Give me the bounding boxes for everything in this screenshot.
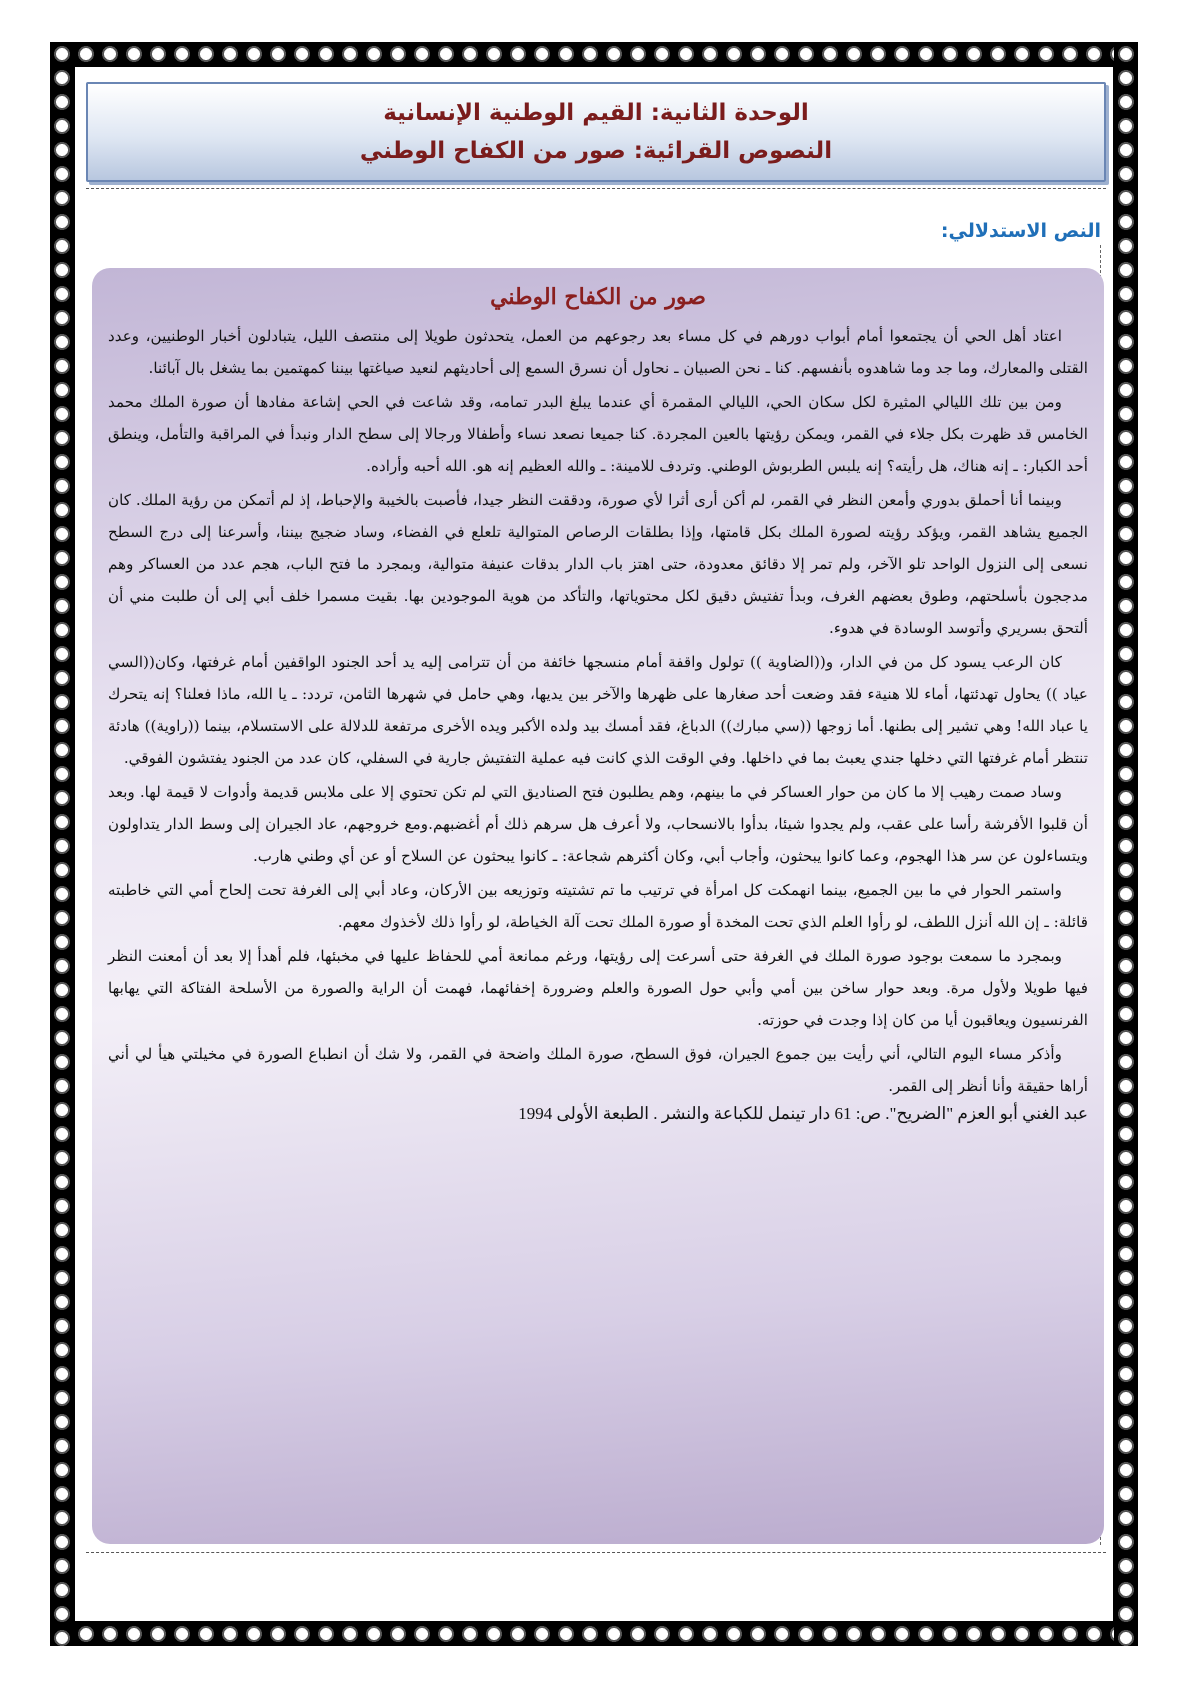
header-divider: [86, 188, 1106, 189]
paragraph: وبينما أنا أحملق بدوري وأمعن النظر في القمر، لم أكن أرى أثرا لأي صورة، ودققت النظر جيدا، فأصبت بالخيبة والإحباط، إذ لم أتمكن من رؤية الملك. كان الجميع يشاهد القمر، ويؤكد رؤيته لصورة الملك بكل قامتها، وإذا بطلقات الرصاص المتوالية تلعلع في الفضاء، وساد ضجيج بيننا، وأسرعنا إلى درج السطح نسعى إلى النزول الواحد تلو الآخر، ولم تمر إلا دقائق معدودة، حتى اهتز باب الدار بدقات عنيفة متوالية، وبمجرد ما فتح الباب، هجم عدد من العساكر وهم مدججون بأسلحتهم، وطوق بعضهم الغرف، وبدأ تفتيش دقيق لكل محتوياتها، والتأكد من هوية الموجودين بها. بقيت مسمرا خلف أبي إلى أن طلبت مني أن ألتحق بسريري وأتوسد الوسادة في هدوء.: [108, 491, 1088, 637]
decorative-border-top: [50, 42, 1138, 66]
lesson-title: النصوص القرائية: صور من الكفاح الوطني: [359, 138, 833, 164]
footer-divider: [86, 1552, 1106, 1553]
reading-text-panel: [92, 268, 1104, 1544]
section-label: النص الاستدلالي:: [940, 220, 1101, 242]
paragraph: كان الرعب يسود كل من في الدار، و((الضاوية )) تولول واقفة أمام منسجها خائفة من أن تترامى إليه يد أحد الجنود الواقفين أمام غرفتها، وكان((السي عياد )) يحاول تهدئتها، أماء للا هنيةء فقد وضعت أحد صغارها على ظهرها والآخر بين يديها، وهي حامل في شهرها الثامن، تردد: ـ يا الله، ماذا فعلنا؟ إنه يتحرك يا عباد الله! وهي تشير إلى بطنها. أما زوجها ((سي مبارك)) الدباغ، فقد أمسك بيد ولده الأكبر ويده الأخرى مرتفعة للدلالة على الاستسلام، بينما ((راوية)) هادئة تنتظر أمام غرفتها التي دخلها جندي يعبث بما في داخلها. وفي الوقت الذي كانت فيه عملية التفتيش جارية في السفلي، كان عدد من الجنود يفتشون الفوقي.: [108, 653, 1088, 767]
decorative-border-bottom: [50, 1622, 1138, 1646]
unit-header: [86, 82, 1106, 182]
paragraph: وبمجرد ما سمعت بوجود صورة الملك في الغرفة حتى أسرعت إلى رؤيتها، ورغم ممانعة أمي للحفاظ عليها في مخبئها، فلم أهدأ إلا بعد أن أمعنت النظر فيها طويلا ولأول مرة. وبعد حوار ساخن بين أمي وأبي حول الصورة والعلم وضرورة إخفائهما، فهمت أن الراية والصورة من الأسلحة الفتاكة التي يهابها الفرنسيون ويعاقبون أيا من كان إذا وجدت في حوزته.: [108, 947, 1088, 1029]
paragraph: وأذكر مساء اليوم التالي، أني رأيت بين جموع الجيران، فوق السطح، صورة الملك واضحة في القمر، ولا شك أن انطباع الصورة في مخيلتي هيأ لي أني أراها حقيقة وأنا أنظر إلى القمر.: [108, 1045, 1088, 1095]
paragraph: واستمر الحوار في ما بين الجميع، بينما انهمكت كل امرأة في ترتيب ما تم تشتيته وتوزيعه بين الأركان، وعاد أبي إلى الغرفة تحت إلحاح أمي التي خاطبته قائلة: ـ إن الله أنزل اللطف، لو رأوا العلم الذي تحت المخدة أو صورة الملك تحت آلة الخياطة، لو رأوا ذلك لأخذوك معهم.: [108, 881, 1088, 931]
unit-title: الوحدة الثانية: القيم الوطنية الإنسانية: [383, 100, 809, 126]
paragraph: اعتاد أهل الحي أن يجتمعوا أمام أبواب دورهم في كل مساء بعد رجوعهم من العمل، يتحدثون طويلا إلى منتصف الليل، يتبادلون أخبار الوطنيين، وعدد القتلى والمعارك، وما جد وما شاهدوه بأنفسهم. كنا ـ نحن الصبيان ـ نحاول أن نسرق السمع إلى أحاديثهم لنعيد صياغتها بيننا كمهتمين بما يشغل بال آبائنا.: [108, 327, 1088, 377]
text-title: صور من الكفاح الوطني: [490, 284, 706, 310]
decorative-border-left: [50, 42, 74, 1646]
paragraph: وساد صمت رهيب إلا ما كان من حوار العساكر في ما بينهم، وهم يطلبون فتح الصناديق التي لم تكن تحتوي إلا على ملابس قديمة وأدوات لا قيمة لها. وبعد أن قلبوا الأفرشة رأسا على عقب، ولم يجدوا شيئا، بدأوا بالانسحاب، ولا أعرف هل سرهم ذلك أم أغضبهم.ومع خروجهم، عاد الجيران إلى وسط الدار يتداولون ويتساءلون عن سر هذا الهجوم، وعما كانوا يبحثون، وأجاب أبي، وكان أكثرهم شجاعة: ـ كانوا يبحثون عن السلاح أو عن أي وطني هارب.: [108, 783, 1088, 865]
paragraph: ومن بين تلك الليالي المثيرة لكل سكان الحي، الليالي المقمرة أي عندما يبلغ البدر تمامه، وقد شاعت في الحي إشاعة مفادها أن صورة الملك محمد الخامس قد ظهرت بكل جلاء في القمر، ويمكن رؤيتها بالعين المجردة. كنا جميعا نصعد نساء وأطفالا ورجالا إلى سطح الدار ونبدأ في المراقبة والتأمل، وينطق أحد الكبار: ـ إنه هناك، هل رأيته؟ إنه يلبس الطربوش الوطني. وتردف للامينة: ـ والله العظيم إنه هو. الله أحبه وأراده.: [108, 393, 1088, 475]
decorative-border-right: [1114, 42, 1138, 1646]
text-source: عبد الغني أبو العزم "الضريح". ص: 61 دار تينمل للكباعة والنشر . الطبعة الأولى 1994: [518, 1104, 1088, 1123]
